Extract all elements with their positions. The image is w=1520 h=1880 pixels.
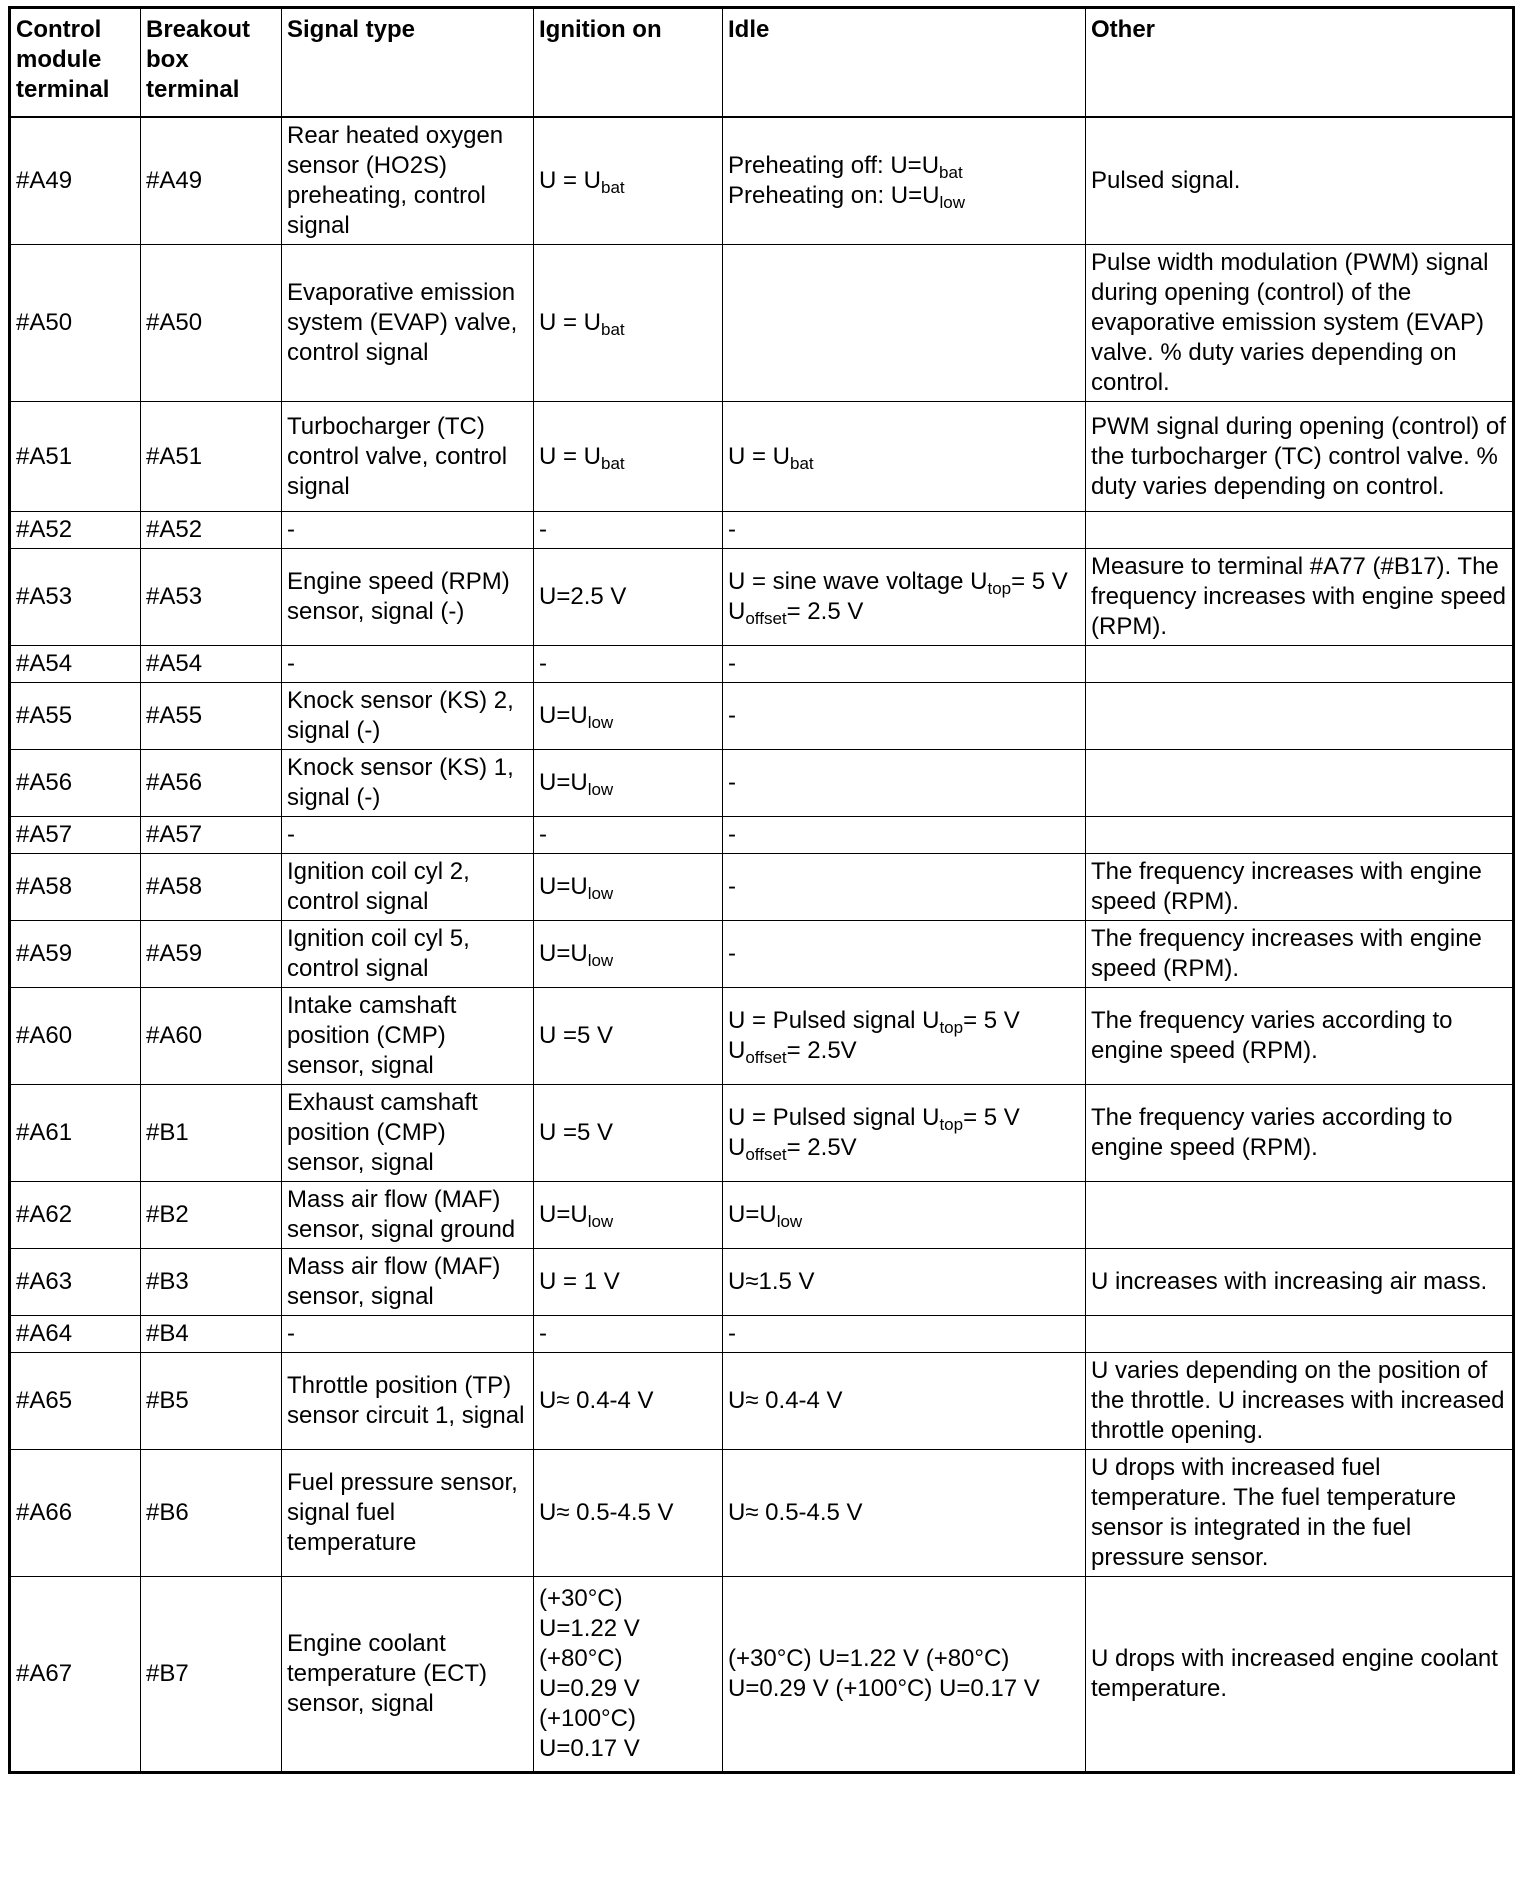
table-row [10,921,1514,988]
value-text: = 2.5V [786,1037,857,1064]
other-cell [1086,817,1514,854]
value-text: U = U [539,309,602,336]
subscript: top [939,1115,964,1134]
idle-cell [723,1085,1086,1182]
idle-cell: - [723,646,1086,683]
value-text: U = U [728,442,791,470]
table-row [10,1085,1514,1182]
breakout-box-terminal-cell: #A58 [141,854,282,921]
other-cell [1086,1182,1514,1249]
breakout-box-terminal-cell: #B7 [141,1577,282,1773]
idle-line [728,1006,1080,1036]
table-row [10,750,1514,817]
value-text: U=U [539,873,588,900]
control-module-terminal-cell: #A67 [10,1577,141,1773]
value-text: U=U [728,1201,777,1228]
header-other: Other [1086,8,1514,118]
signal-type-cell: Turbocharger (TC) control valve, control signal [282,402,534,512]
other-cell: PWM signal during opening (control) of the turbocharger (TC) control valve. % duty varies depending on control. [1086,402,1514,512]
signal-type-cell: Engine speed (RPM) sensor, signal (-) [282,549,534,646]
ignition-line: (+100°C) [539,1705,636,1732]
idle-line [728,151,1080,181]
terminal-table [8,6,1515,1774]
other-cell [1086,750,1514,817]
value-text: = 5 V U [728,568,1068,625]
value-text: U = U [539,167,602,194]
value-text: U = Pulsed signal U [728,1007,940,1034]
control-module-terminal-cell: #A59 [10,921,141,988]
breakout-box-terminal-cell: #A54 [141,646,282,683]
control-module-terminal-cell: #A61 [10,1085,141,1182]
table-row [10,549,1514,646]
header-idle: Idle [723,8,1086,118]
header-line: terminal [146,76,240,103]
ignition-on-cell [534,1577,723,1773]
idle-cell: - [723,921,1086,988]
value-text: U=U [539,769,588,796]
breakout-box-terminal-cell: #B5 [141,1353,282,1450]
ignition-on-cell [534,854,723,921]
header-line: module [16,46,102,73]
signal-type-cell: Throttle position (TP) sensor circuit 1, signal [282,1353,534,1450]
table-row [10,988,1514,1085]
table-row [10,1577,1514,1773]
header-signal-type: Signal type [282,8,534,118]
idle-cell: - [723,750,1086,817]
ignition-on-cell: U≈ 0.5-4.5 V [534,1450,723,1577]
subscript: bat [601,178,625,197]
subscript: top [987,579,1012,598]
other-cell [1086,512,1514,549]
table-row [10,817,1514,854]
ignition-on-cell: - [534,817,723,854]
idle-cell: U≈ 0.5-4.5 V [723,1450,1086,1577]
idle-cell: U≈1.5 V [723,1249,1086,1316]
control-module-terminal-cell: #A49 [10,117,141,245]
subscript: bat [601,453,625,473]
ignition-on-cell: - [534,512,723,549]
subscript: bat [939,163,963,182]
signal-type-cell: Ignition coil cyl 2, control signal [282,854,534,921]
ignition-line: (+30°C) [539,1585,623,1612]
idle-cell [723,245,1086,402]
idle-line [728,1103,1080,1133]
ignition-on-cell [534,245,723,402]
signal-type-cell: - [282,646,534,683]
table-row [10,512,1514,549]
subscript: offset [745,609,787,628]
header-line: Breakout [146,16,251,43]
control-module-terminal-cell: #A57 [10,817,141,854]
subscript: offset [745,1048,787,1067]
subscript: bat [790,453,814,473]
ignition-on-cell: U≈ 0.4-4 V [534,1353,723,1450]
header-breakout-box-terminal [141,8,282,118]
header-control-module-terminal [10,8,141,118]
table-row [10,1353,1514,1450]
subscript: low [587,780,614,799]
idle-cell: U≈ 0.4-4 V [723,1353,1086,1450]
subscript: top [939,1018,964,1037]
signal-type-cell: Exhaust camshaft position (CMP) sensor, signal [282,1085,534,1182]
signal-type-cell: Knock sensor (KS) 1, signal (-) [282,750,534,817]
table-row [10,245,1514,402]
value-text: U=U [539,702,588,729]
value-text: U=U [539,1201,588,1228]
other-cell: Pulsed signal. [1086,117,1514,245]
breakout-box-terminal-cell: #A60 [141,988,282,1085]
value-text: = 2.5V [786,1134,857,1161]
breakout-box-terminal-cell: #A53 [141,549,282,646]
idle-cell [723,402,1086,512]
breakout-box-terminal-cell: #B2 [141,1182,282,1249]
breakout-box-terminal-cell: #A59 [141,921,282,988]
breakout-box-terminal-cell: #B4 [141,1316,282,1353]
breakout-box-terminal-cell: #B1 [141,1085,282,1182]
header-line: terminal [16,76,110,103]
other-cell [1086,1316,1514,1353]
signal-type-cell: - [282,512,534,549]
ignition-on-cell [534,402,723,512]
value-text: U = Pulsed signal U [728,1104,940,1131]
value-text: U = U [539,442,602,470]
value-text: = 2.5 V [786,598,864,625]
subscript: low [587,951,614,970]
table-row [10,1182,1514,1249]
ignition-on-cell: - [534,1316,723,1353]
ignition-line: U=0.29 V [539,1675,640,1702]
idle-cell: - [723,683,1086,750]
signal-type-cell: - [282,817,534,854]
breakout-box-terminal-cell: #B3 [141,1249,282,1316]
breakout-box-terminal-cell: #A55 [141,683,282,750]
header-ignition-on: Ignition on [534,8,723,118]
control-module-terminal-cell: #A52 [10,512,141,549]
other-cell: U increases with increasing air mass. [1086,1249,1514,1316]
value-text: = 5 V [963,1007,1020,1034]
subscript: bat [601,320,625,339]
ignition-on-cell [534,683,723,750]
ignition-line: U=1.22 V [539,1615,640,1642]
subscript: offset [745,1145,787,1164]
idle-line [728,1036,1080,1066]
table-row [10,117,1514,245]
idle-line [728,1133,1080,1163]
other-cell [1086,683,1514,750]
other-cell: The frequency varies according to engine speed (RPM). [1086,1085,1514,1182]
other-cell: U drops with increased fuel temperature. The fuel temperature sensor is integrated in the fuel pressure sensor. [1086,1450,1514,1577]
idle-cell [723,549,1086,646]
signal-type-cell: Evaporative emission system (EVAP) valve, control signal [282,245,534,402]
breakout-box-terminal-cell: #A57 [141,817,282,854]
other-cell: U varies depending on the position of the throttle. U increases with increased throttle opening. [1086,1353,1514,1450]
ignition-on-cell [534,750,723,817]
idle-cell [723,988,1086,1085]
table-row [10,683,1514,750]
ignition-on-cell: U =5 V [534,1085,723,1182]
ignition-on-cell: U =5 V [534,988,723,1085]
subscript: low [776,1212,803,1231]
breakout-box-terminal-cell: #A49 [141,117,282,245]
value-text: = 5 V [963,1104,1020,1131]
control-module-terminal-cell: #A54 [10,646,141,683]
control-module-terminal-cell: #A64 [10,1316,141,1353]
breakout-box-terminal-cell: #A52 [141,512,282,549]
value-text: U [728,1037,746,1064]
breakout-box-terminal-cell: #A50 [141,245,282,402]
signal-type-cell: Engine coolant temperature (ECT) sensor, signal [282,1577,534,1773]
value-text: U=U [539,940,588,967]
breakout-box-terminal-cell: #A56 [141,750,282,817]
signal-type-cell: Mass air flow (MAF) sensor, signal ground [282,1182,534,1249]
header-row [10,8,1514,118]
signal-type-cell: Mass air flow (MAF) sensor, signal [282,1249,534,1316]
idle-cell: - [723,1316,1086,1353]
idle-cell: - [723,817,1086,854]
idle-line [728,181,1080,211]
table-row [10,646,1514,683]
signal-type-cell: Ignition coil cyl 5, control signal [282,921,534,988]
other-cell: U drops with increased engine coolant temperature. [1086,1577,1514,1773]
value-text: Preheating off: U=U [728,152,940,179]
control-module-terminal-cell: #A66 [10,1450,141,1577]
idle-line: U=0.29 V (+100°C) U=0.17 V [728,1675,1040,1702]
idle-cell: - [723,854,1086,921]
control-module-terminal-cell: #A51 [10,402,141,512]
control-module-terminal-cell: #A58 [10,854,141,921]
ignition-on-cell: U = 1 V [534,1249,723,1316]
subscript: low [939,193,965,212]
control-module-terminal-cell: #A63 [10,1249,141,1316]
idle-line: (+30°C) U=1.22 V (+80°C) [728,1645,1010,1672]
control-module-terminal-cell: #A65 [10,1353,141,1450]
subscript: low [587,1212,614,1231]
header-line: box [146,46,189,73]
table-row [10,854,1514,921]
breakout-box-terminal-cell: #A51 [141,402,282,512]
table-row [10,1249,1514,1316]
other-cell: Measure to terminal #A77 (#B17). The frequency increases with engine speed (RPM). [1086,549,1514,646]
control-module-terminal-cell: #A56 [10,750,141,817]
other-cell: The frequency varies according to engine speed (RPM). [1086,988,1514,1085]
ignition-on-cell [534,117,723,245]
value-text: U [728,1134,746,1161]
other-cell: The frequency increases with engine speed (RPM). [1086,854,1514,921]
control-module-terminal-cell: #A53 [10,549,141,646]
ignition-line: (+80°C) [539,1645,623,1672]
subscript: low [587,713,614,732]
ignition-on-cell: - [534,646,723,683]
idle-cell [723,1182,1086,1249]
ignition-on-cell [534,1182,723,1249]
table-row [10,402,1514,512]
value-text: U = sine wave voltage U [728,568,988,595]
other-cell: Pulse width modulation (PWM) signal during opening (control) of the evaporative emission system (EVAP) valve. % duty varies depending on control. [1086,245,1514,402]
other-cell: The frequency increases with engine speed (RPM). [1086,921,1514,988]
control-module-terminal-cell: #A55 [10,683,141,750]
signal-type-cell: - [282,1316,534,1353]
idle-cell: - [723,512,1086,549]
breakout-box-terminal-cell: #B6 [141,1450,282,1577]
value-text: Preheating on: U=U [728,182,940,209]
signal-type-cell: Intake camshaft position (CMP) sensor, signal [282,988,534,1085]
control-module-terminal-cell: #A62 [10,1182,141,1249]
signal-type-cell: Fuel pressure sensor, signal fuel temperature [282,1450,534,1577]
control-module-terminal-cell: #A60 [10,988,141,1085]
table-row [10,1316,1514,1353]
header-line: Control [16,16,102,43]
ignition-on-cell: U=2.5 V [534,549,723,646]
idle-cell [723,1577,1086,1773]
ignition-on-cell [534,921,723,988]
control-module-terminal-cell: #A50 [10,245,141,402]
table-row [10,1450,1514,1577]
ignition-line: U=0.17 V [539,1735,640,1762]
other-cell [1086,646,1514,683]
idle-cell [723,117,1086,245]
subscript: low [587,884,614,903]
signal-type-cell: Rear heated oxygen sensor (HO2S) preheating, control signal [282,117,534,245]
signal-type-cell: Knock sensor (KS) 2, signal (-) [282,683,534,750]
